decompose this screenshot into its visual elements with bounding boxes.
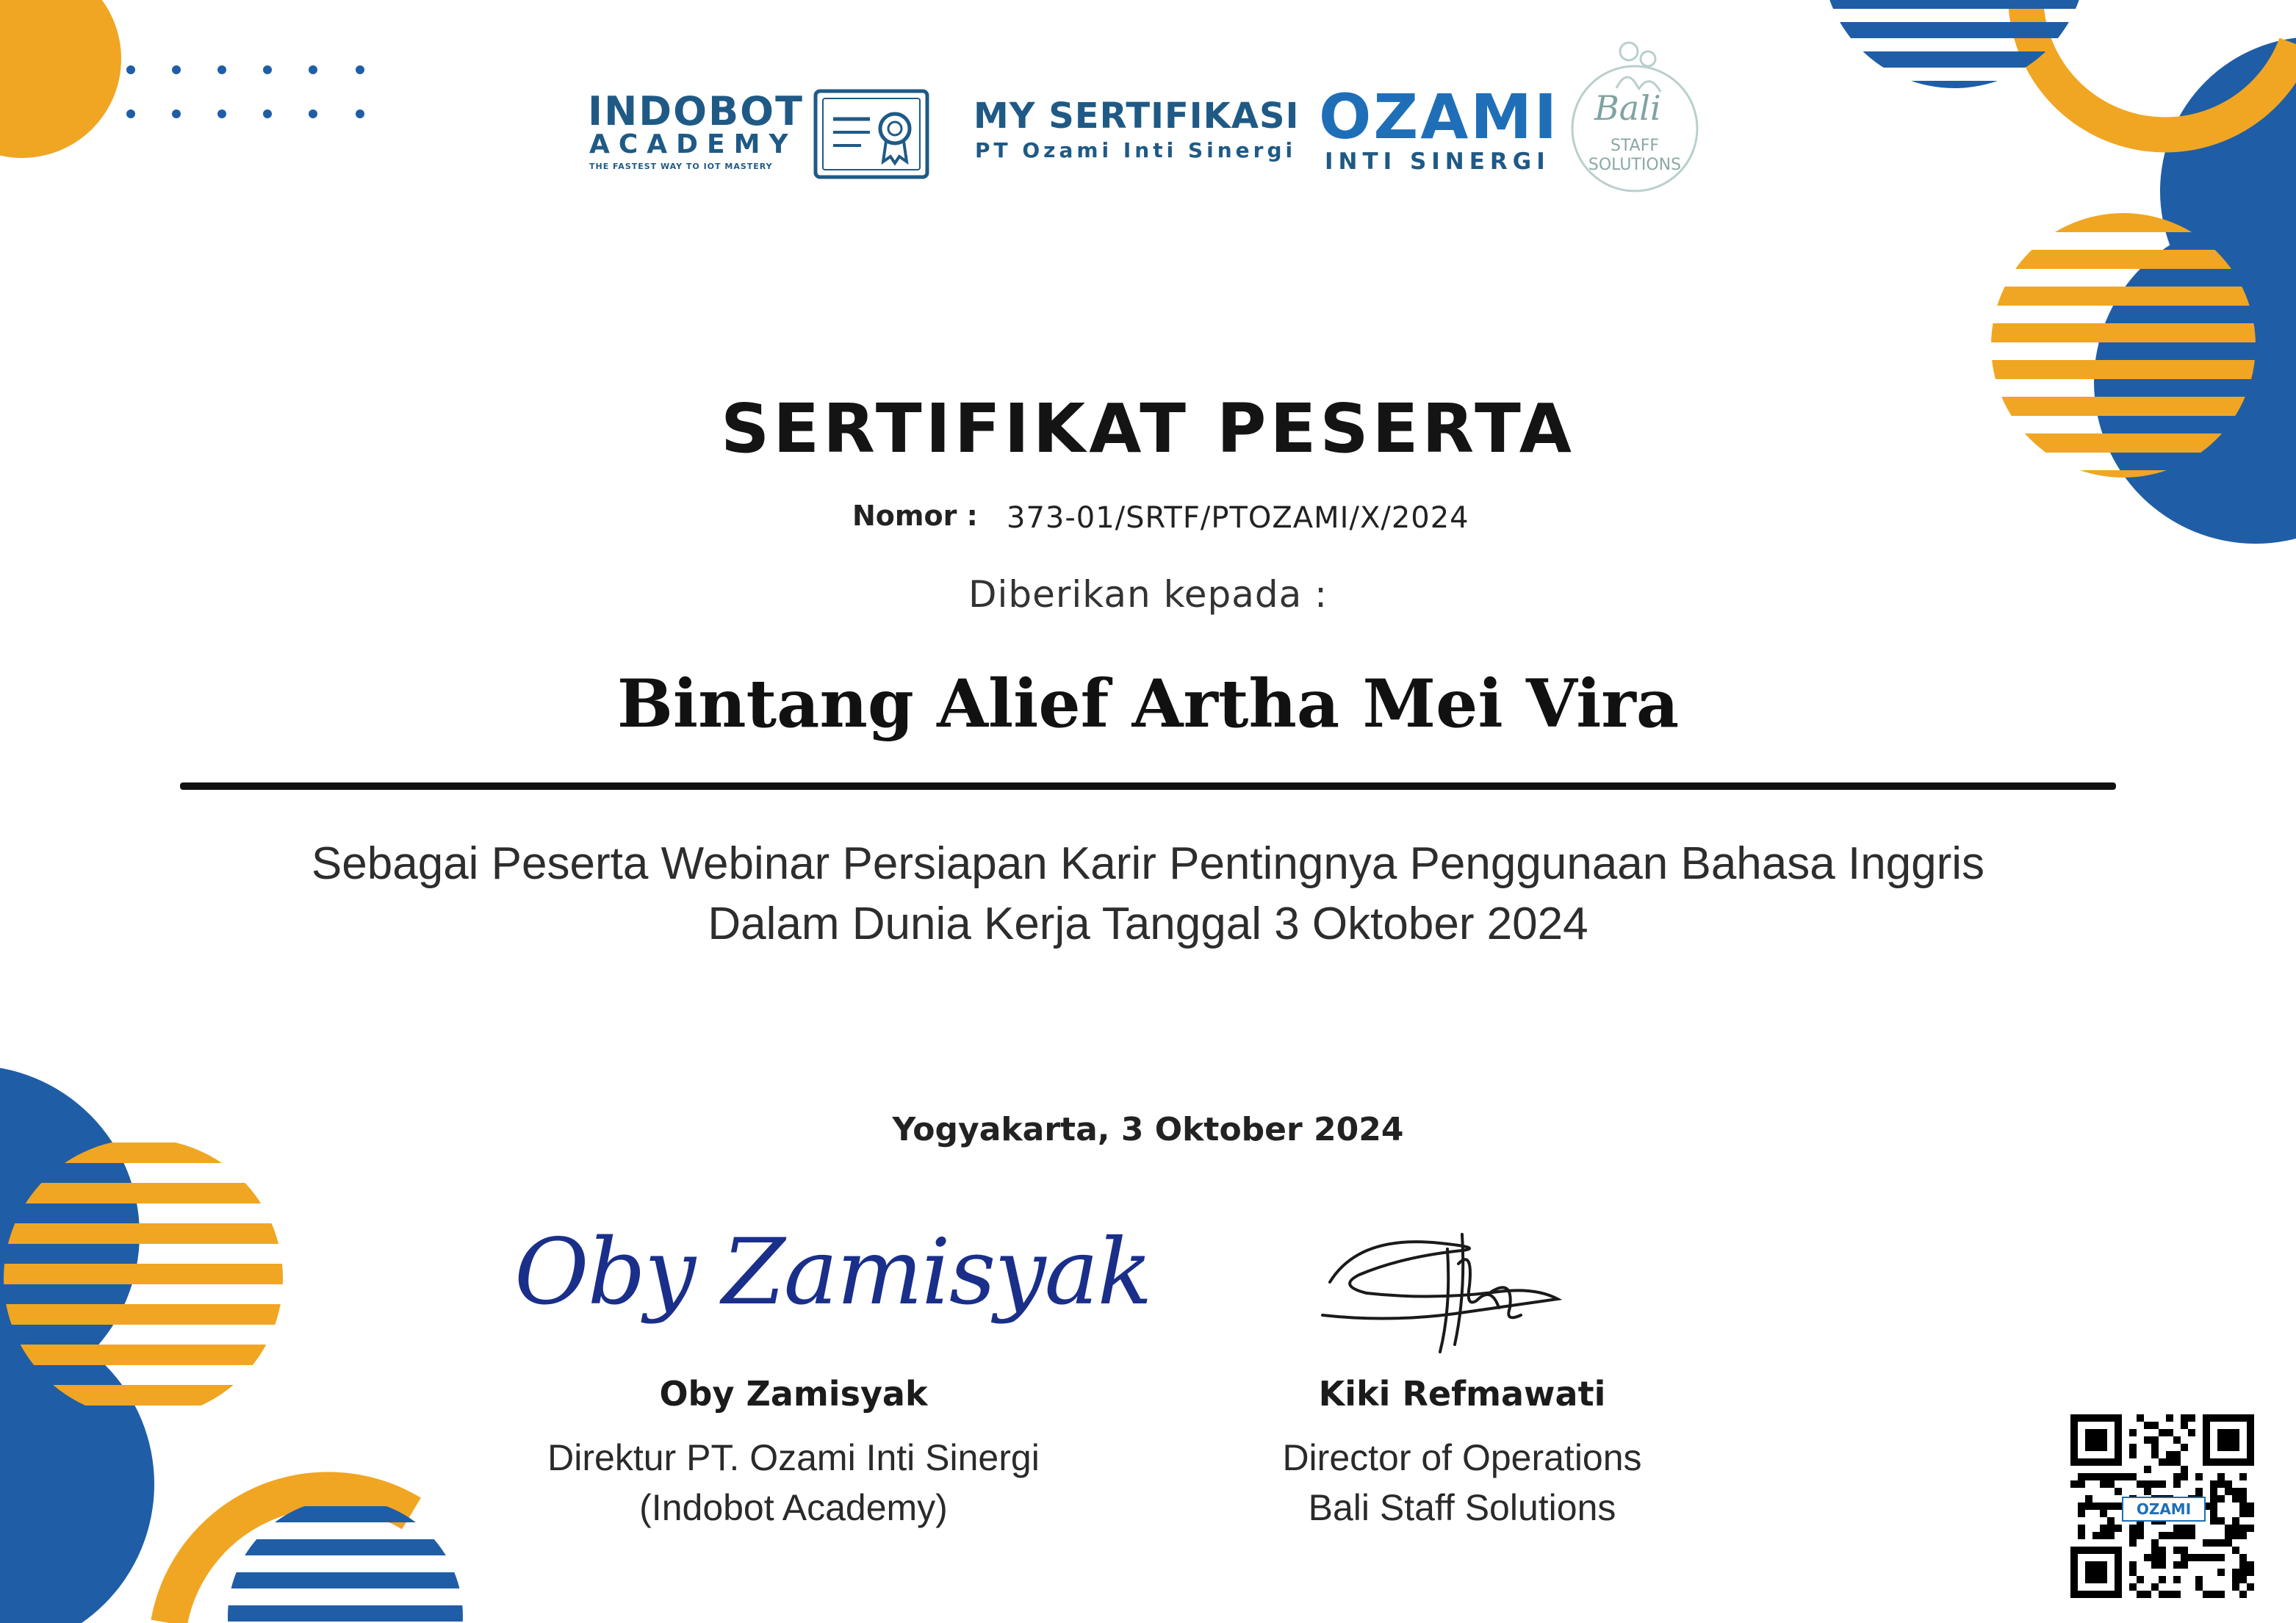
signer-2-name: Kiki Refmawati: [1318, 1374, 1606, 1414]
certificate-description: [0, 834, 2296, 954]
bali-logo-sub: STAFF SOLUTIONS: [1588, 137, 1682, 174]
signature-oby-zamisyak: [507, 1212, 1151, 1389]
bali-staff-solutions-logo: [1561, 29, 1708, 198]
certificate-title: SERTIFIKAT PESERTA: [721, 389, 1575, 468]
bali-logo-name: Bali: [1594, 88, 1661, 128]
orange-circle-top-left: [0, 0, 121, 158]
signer-2-role: [1190, 1433, 1734, 1533]
description-line-2: Dalam Dunia Kerja Tanggal 3 Oktober 2024: [708, 899, 1588, 949]
given-to-label: Diberikan kepada :: [968, 573, 1328, 616]
signer-1-role-line-2: (Indobot Academy): [639, 1487, 948, 1528]
ozami-logo: [1319, 81, 1560, 176]
signer-2-role-line-1: Director of Operations: [1282, 1437, 1642, 1478]
indobot-logo-tagline: THE FASTEST WAY TO IOT MASTERY: [589, 162, 773, 171]
signer-1-role: [470, 1433, 1117, 1533]
ozami-logo-sub: INTI SINERGI: [1325, 148, 1550, 175]
nomor-value: 373-01/SRTF/PTOZAMI/X/2024: [1007, 501, 1469, 535]
indobot-logo-name: INDOBOT: [588, 88, 804, 134]
my-sertifikasi-name: MY SERTIFIKASI: [974, 96, 1300, 137]
place-date: Yogyakarta, 3 Oktober 2024: [892, 1111, 1404, 1148]
dot-grid: [126, 65, 364, 118]
signer-2-role-line-2: Bali Staff Solutions: [1308, 1487, 1616, 1528]
description-line-1: Sebagai Peserta Webinar Persiapan Karir Pentingnya Penggunaan Bahasa Inggris: [311, 838, 1985, 889]
qr-code[interactable]: [2070, 1414, 2254, 1598]
indobot-logo-sub: ACADEMY: [589, 129, 797, 159]
recipient-name: Bintang Alief Artha Mei Vira: [616, 665, 1680, 743]
qr-code-label: OZAMI: [2122, 1497, 2206, 1522]
my-sertifikasi-logo: [974, 96, 1304, 169]
signature-kiki-refmawati: [1315, 1205, 1609, 1374]
nomor-label: Nomor :: [852, 500, 978, 532]
certificate-icon: [813, 88, 930, 180]
signer-1-role-line-1: Direktur PT. Ozami Inti Sinergi: [547, 1437, 1040, 1478]
ozami-logo-name: OZAMI: [1319, 81, 1560, 153]
signature-script: Oby Zamisyak: [514, 1220, 1151, 1325]
name-underline: [180, 782, 2116, 790]
my-sertifikasi-sub: PT Ozami Inti Sinergi: [975, 138, 1297, 162]
signer-1-name: Oby Zamisyak: [659, 1374, 928, 1414]
